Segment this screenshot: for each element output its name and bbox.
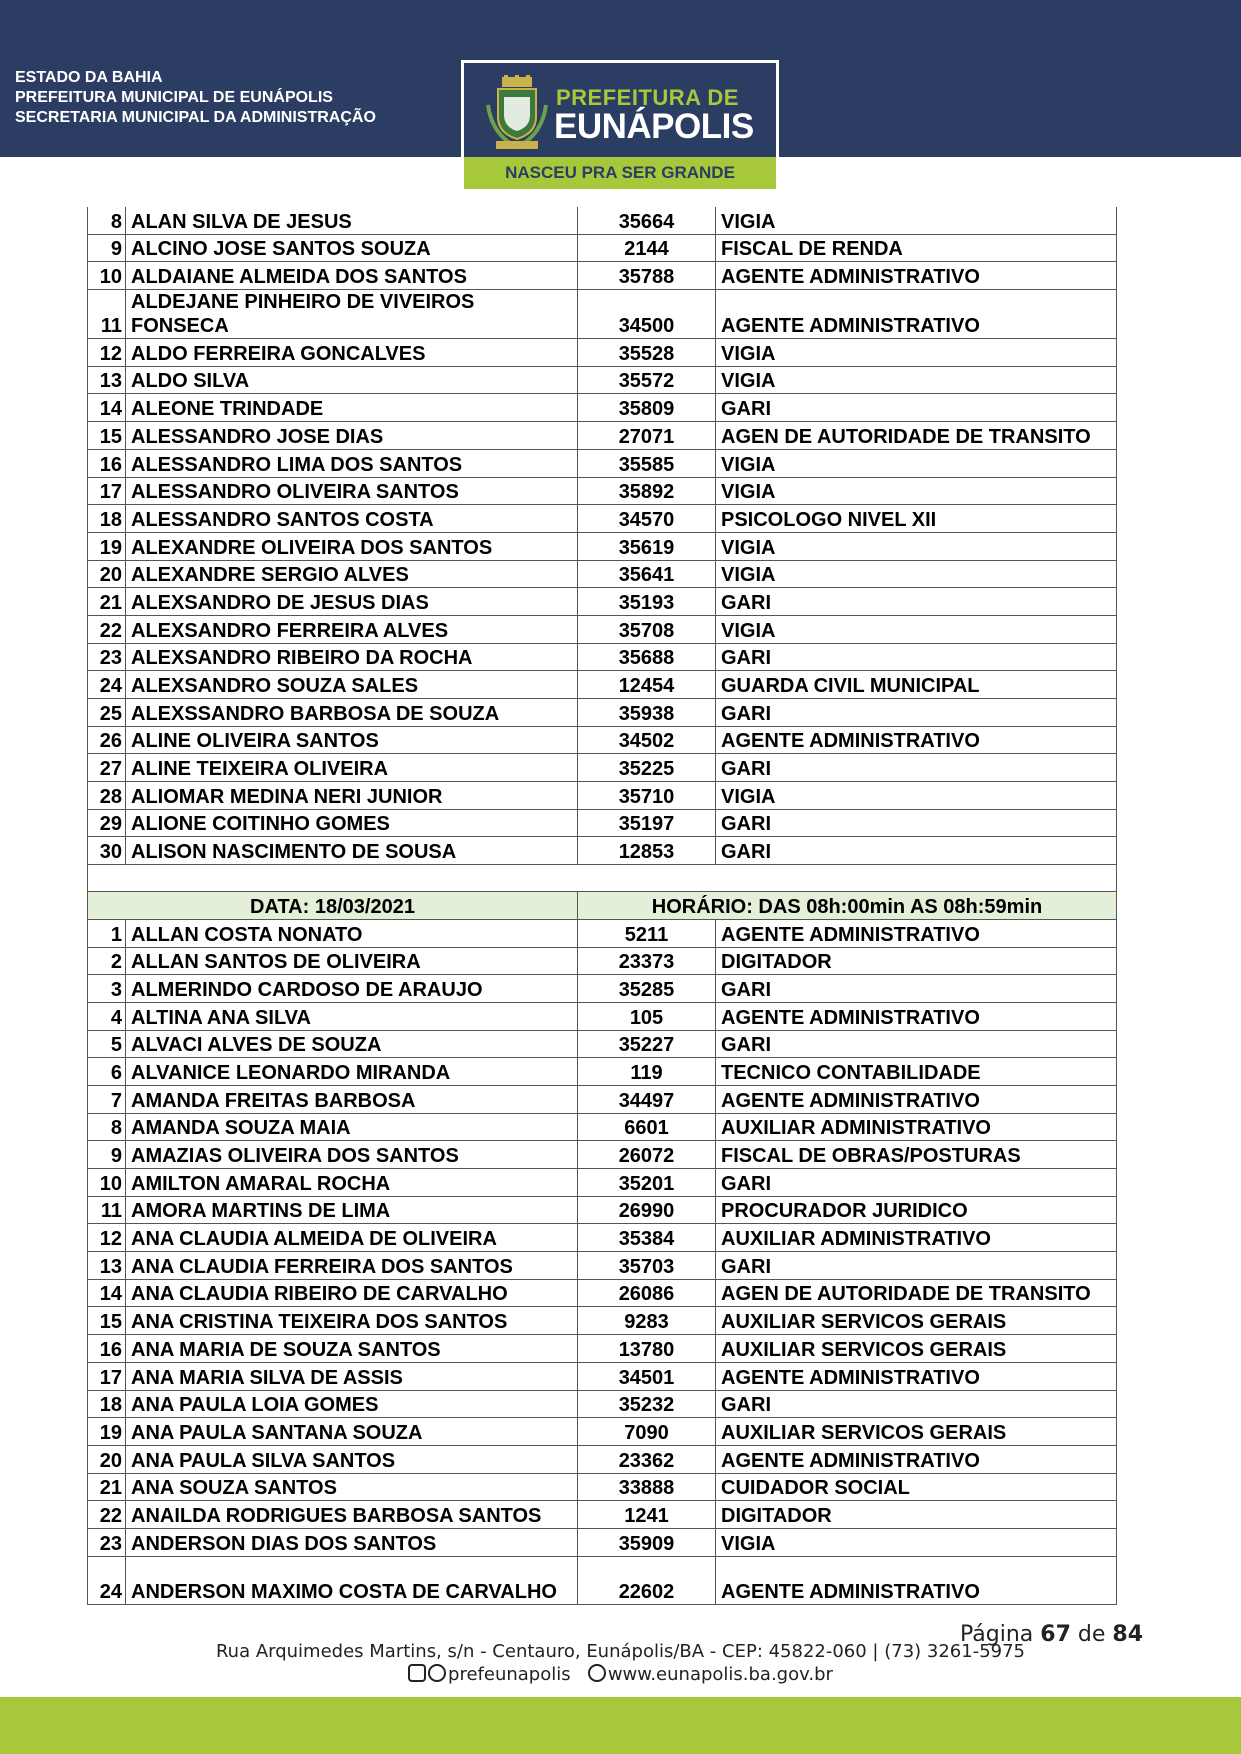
registration-number: 2144: [578, 234, 716, 262]
row-number: 4: [88, 1002, 126, 1030]
job-title: GARI: [716, 699, 1117, 727]
registration-number: 35227: [578, 1030, 716, 1058]
table-row: [88, 1362, 1117, 1390]
table-row: [88, 1418, 1117, 1446]
job-title: DIGITADOR: [716, 1501, 1117, 1529]
registration-number: 35572: [578, 366, 716, 394]
registration-number: 35892: [578, 477, 716, 505]
employee-name: ALEXSSANDRO BARBOSA DE SOUZA: [126, 699, 578, 727]
job-title: AGENTE ADMINISTRATIVO: [716, 1362, 1117, 1390]
row-number: 12: [88, 339, 126, 367]
job-title: GARI: [716, 394, 1117, 422]
employee-name: AMANDA SOUZA MAIA: [126, 1113, 578, 1141]
header-text: [15, 68, 376, 128]
row-number: 14: [88, 1279, 126, 1307]
registration-number: 34500: [578, 290, 716, 339]
job-title: AGENTE ADMINISTRATIVO: [716, 1085, 1117, 1113]
table-row: [88, 1473, 1117, 1501]
table-row: [88, 560, 1117, 588]
header-prefecture: PREFEITURA MUNICIPAL DE EUNÁPOLIS: [15, 89, 333, 106]
registration-number: 13780: [578, 1335, 716, 1363]
row-number: 13: [88, 366, 126, 394]
row-number: 27: [88, 754, 126, 782]
table-row: [88, 234, 1117, 262]
table-row: [88, 1058, 1117, 1086]
employee-name: ALESSANDRO OLIVEIRA SANTOS: [126, 477, 578, 505]
job-title: AGENTE ADMINISTRATIVO: [716, 726, 1117, 754]
row-number: 10: [88, 262, 126, 290]
employee-name: ANA MARIA DE SOUZA SANTOS: [126, 1335, 578, 1363]
registration-number: 12454: [578, 671, 716, 699]
job-title: AGEN DE AUTORIDADE DE TRANSITO: [716, 1279, 1117, 1307]
table-row: [88, 671, 1117, 699]
globe-icon: [588, 1664, 606, 1682]
registration-number: 35938: [578, 699, 716, 727]
employee-name: ALESSANDRO JOSE DIAS: [126, 422, 578, 450]
job-title: AUXILIAR SERVICOS GERAIS: [716, 1335, 1117, 1363]
job-title: AUXILIAR SERVICOS GERAIS: [716, 1307, 1117, 1335]
employee-name: ANA CRISTINA TEIXEIRA DOS SANTOS: [126, 1307, 578, 1335]
registration-number: 35909: [578, 1528, 716, 1556]
registration-number: 1241: [578, 1501, 716, 1529]
row-number: 22: [88, 615, 126, 643]
job-title: GARI: [716, 643, 1117, 671]
job-title: AGENTE ADMINISTRATIVO: [716, 919, 1117, 947]
registration-number: 35201: [578, 1169, 716, 1197]
employee-name: ALDO FERREIRA GONCALVES: [126, 339, 578, 367]
registration-number: 26072: [578, 1141, 716, 1169]
page-current: 67: [1040, 1622, 1071, 1647]
registration-number: 23362: [578, 1445, 716, 1473]
registration-number: 6601: [578, 1113, 716, 1141]
registration-number: 105: [578, 1002, 716, 1030]
job-title: AGENTE ADMINISTRATIVO: [716, 1556, 1117, 1604]
row-number: 15: [88, 1307, 126, 1335]
employee-name: ALEXSANDRO SOUZA SALES: [126, 671, 578, 699]
employee-name: ANA CLAUDIA RIBEIRO DE CARVALHO: [126, 1279, 578, 1307]
job-title: VIGIA: [716, 366, 1117, 394]
table-row: [88, 1252, 1117, 1280]
job-title: VIGIA: [716, 1528, 1117, 1556]
employee-name: ALEONE TRINDADE: [126, 394, 578, 422]
employee-name: ALINE TEIXEIRA OLIVEIRA: [126, 754, 578, 782]
table-row: [88, 532, 1117, 560]
employee-name: ALIONE COITINHO GOMES: [126, 809, 578, 837]
website-link[interactable]: www.eunapolis.ba.gov.br: [607, 1664, 833, 1685]
roster-table: [87, 207, 1117, 1605]
job-title: GUARDA CIVIL MUNICIPAL: [716, 671, 1117, 699]
table-row: [88, 1528, 1117, 1556]
row-number: 6: [88, 1058, 126, 1086]
registration-number: 35585: [578, 449, 716, 477]
job-title: AGENTE ADMINISTRATIVO: [716, 1445, 1117, 1473]
table-row: [88, 809, 1117, 837]
registration-number: 34570: [578, 505, 716, 533]
row-number: 20: [88, 560, 126, 588]
instagram-icon: [408, 1664, 426, 1682]
employee-name: ALDEJANE PINHEIRO DE VIVEIROS FONSECA: [126, 290, 578, 339]
job-title: AGEN DE AUTORIDADE DE TRANSITO: [716, 422, 1117, 450]
job-title: DIGITADOR: [716, 947, 1117, 975]
table-row: [88, 1307, 1117, 1335]
registration-number: 35788: [578, 262, 716, 290]
job-title: GARI: [716, 588, 1117, 616]
row-number: 15: [88, 422, 126, 450]
table-row: [88, 1224, 1117, 1252]
row-number: 24: [88, 671, 126, 699]
job-title: GARI: [716, 1390, 1117, 1418]
row-number: 21: [88, 588, 126, 616]
registration-number: 119: [578, 1058, 716, 1086]
table-row: [88, 615, 1117, 643]
table-row: [88, 1002, 1117, 1030]
table-row: [88, 394, 1117, 422]
row-number: 3: [88, 975, 126, 1003]
row-number: 24: [88, 1556, 126, 1604]
employee-name: ALIOMAR MEDINA NERI JUNIOR: [126, 782, 578, 810]
job-title: CUIDADOR SOCIAL: [716, 1473, 1117, 1501]
table-row: [88, 1030, 1117, 1058]
row-number: 14: [88, 394, 126, 422]
registration-number: 23373: [578, 947, 716, 975]
job-title: PROCURADOR JURIDICO: [716, 1196, 1117, 1224]
table-row: [88, 505, 1117, 533]
job-title: VIGIA: [716, 449, 1117, 477]
footer-social: [0, 1664, 1241, 1685]
table-row: [88, 726, 1117, 754]
employee-name: ALEXSANDRO RIBEIRO DA ROCHA: [126, 643, 578, 671]
employee-name: ALEXSANDRO FERREIRA ALVES: [126, 615, 578, 643]
registration-number: 34501: [578, 1362, 716, 1390]
row-number: 18: [88, 505, 126, 533]
table-row: [88, 290, 1117, 339]
row-number: 21: [88, 1473, 126, 1501]
job-title: VIGIA: [716, 615, 1117, 643]
registration-number: 35688: [578, 643, 716, 671]
employee-name: ALCINO JOSE SANTOS SOUZA: [126, 234, 578, 262]
row-number: 16: [88, 1335, 126, 1363]
registration-number: 7090: [578, 1418, 716, 1446]
job-title: AUXILIAR ADMINISTRATIVO: [716, 1224, 1117, 1252]
registration-number: 35197: [578, 809, 716, 837]
registration-number: 33888: [578, 1473, 716, 1501]
table-row: [88, 837, 1117, 865]
row-number: 26: [88, 726, 126, 754]
registration-number: 34497: [578, 1085, 716, 1113]
registration-number: 27071: [578, 422, 716, 450]
registration-number: 35384: [578, 1224, 716, 1252]
table-row: [88, 1279, 1117, 1307]
logo-tagline: NASCEU PRA SER GRANDE: [464, 157, 776, 189]
employee-name: ALDAIANE ALMEIDA DOS SANTOS: [126, 262, 578, 290]
registration-number: 35225: [578, 754, 716, 782]
row-number: 8: [88, 207, 126, 234]
job-title: GARI: [716, 975, 1117, 1003]
row-number: 11: [88, 1196, 126, 1224]
employee-name: ANDERSON MAXIMO COSTA DE CARVALHO: [126, 1556, 578, 1604]
logo-text-city: EUNÁPOLIS: [554, 107, 754, 146]
row-number: 9: [88, 234, 126, 262]
employee-name: ANA PAULA LOIA GOMES: [126, 1390, 578, 1418]
employee-name: ANA MARIA SILVA DE ASSIS: [126, 1362, 578, 1390]
table-row: [88, 1445, 1117, 1473]
job-title: VIGIA: [716, 782, 1117, 810]
employee-name: ALTINA ANA SILVA: [126, 1002, 578, 1030]
registration-number: 35641: [578, 560, 716, 588]
roster-block-1: [88, 207, 1117, 865]
employee-name: ANA SOUZA SANTOS: [126, 1473, 578, 1501]
employee-name: ALLAN COSTA NONATO: [126, 919, 578, 947]
table-row: [88, 477, 1117, 505]
footer-address: Rua Arquimedes Martins, s/n - Centauro, Eunápolis/BA - CEP: 45822-060 | (73) 3261-5975: [215, 1641, 1026, 1662]
page-total: 84: [1112, 1622, 1144, 1647]
job-title: PSICOLOGO NIVEL XII: [716, 505, 1117, 533]
row-number: 16: [88, 449, 126, 477]
row-number: 30: [88, 837, 126, 865]
table-row: [88, 262, 1117, 290]
registration-number: 35619: [578, 532, 716, 560]
row-number: 10: [88, 1169, 126, 1197]
registration-number: 35528: [578, 339, 716, 367]
employee-name: ALEXSANDRO DE JESUS DIAS: [126, 588, 578, 616]
table-row: [88, 1169, 1117, 1197]
row-number: 23: [88, 1528, 126, 1556]
employee-name: ALEXANDRE OLIVEIRA DOS SANTOS: [126, 532, 578, 560]
row-number: 13: [88, 1252, 126, 1280]
row-number: 5: [88, 1030, 126, 1058]
table-row: [88, 1196, 1117, 1224]
row-number: 7: [88, 1085, 126, 1113]
registration-number: 35232: [578, 1390, 716, 1418]
table-row: [88, 947, 1117, 975]
employee-name: AMILTON AMARAL ROCHA: [126, 1169, 578, 1197]
employee-name: ALAN SILVA DE JESUS: [126, 207, 578, 234]
table-row: [88, 1113, 1117, 1141]
employee-name: AMAZIAS OLIVEIRA DOS SANTOS: [126, 1141, 578, 1169]
row-number: 25: [88, 699, 126, 727]
registration-number: 34502: [578, 726, 716, 754]
row-number: 22: [88, 1501, 126, 1529]
job-title: GARI: [716, 754, 1117, 782]
job-title: AGENTE ADMINISTRATIVO: [716, 1002, 1117, 1030]
prefecture-logo: [461, 60, 779, 192]
row-number: 2: [88, 947, 126, 975]
registration-number: 26990: [578, 1196, 716, 1224]
job-title: TECNICO CONTABILIDADE: [716, 1058, 1117, 1086]
table-row: [88, 643, 1117, 671]
job-title: VIGIA: [716, 207, 1117, 234]
job-title: AUXILIAR SERVICOS GERAIS: [716, 1418, 1117, 1446]
row-number: 11: [88, 290, 126, 339]
page-word: Página: [960, 1622, 1034, 1647]
job-title: GARI: [716, 809, 1117, 837]
employee-name: ALESSANDRO SANTOS COSTA: [126, 505, 578, 533]
employee-name: ALINE OLIVEIRA SANTOS: [126, 726, 578, 754]
employee-name: ANA PAULA SANTANA SOUZA: [126, 1418, 578, 1446]
row-number: 17: [88, 1362, 126, 1390]
table-row: [88, 422, 1117, 450]
employee-name: ANA PAULA SILVA SANTOS: [126, 1445, 578, 1473]
job-title: FISCAL DE OBRAS/POSTURAS: [716, 1141, 1117, 1169]
table-row: [88, 339, 1117, 367]
row-number: 12: [88, 1224, 126, 1252]
registration-number: 12853: [578, 837, 716, 865]
table-row: [88, 919, 1117, 947]
table-row: [88, 1390, 1117, 1418]
logo-text-top: PREFEITURA DE: [556, 85, 739, 110]
table-row: [88, 975, 1117, 1003]
table-row: [88, 207, 1117, 234]
table-row: [88, 1556, 1117, 1604]
row-number: 1: [88, 919, 126, 947]
registration-number: 35708: [578, 615, 716, 643]
header-state: ESTADO DA BAHIA: [15, 69, 163, 86]
employee-name: AMANDA FREITAS BARBOSA: [126, 1085, 578, 1113]
employee-name: AMORA MARTINS DE LIMA: [126, 1196, 578, 1224]
facebook-icon: [428, 1664, 446, 1682]
roster-block-2: [88, 919, 1117, 1604]
job-title: FISCAL DE RENDA: [716, 234, 1117, 262]
job-title: GARI: [716, 1169, 1117, 1197]
table-row: [88, 782, 1117, 810]
table-row: [88, 1085, 1117, 1113]
table-row: [88, 754, 1117, 782]
section-time: HORÁRIO: DAS 08h:00min AS 08h:59min: [578, 892, 1117, 920]
footer-bar: [0, 1697, 1241, 1754]
employee-name: ANA CLAUDIA FERREIRA DOS SANTOS: [126, 1252, 578, 1280]
table-row: [88, 699, 1117, 727]
job-title: AUXILIAR ADMINISTRATIVO: [716, 1113, 1117, 1141]
registration-number: 35664: [578, 207, 716, 234]
table-row: [88, 366, 1117, 394]
employee-name: ALDO SILVA: [126, 366, 578, 394]
table-row: [88, 1501, 1117, 1529]
employee-name: ALISON NASCIMENTO DE SOUSA: [126, 837, 578, 865]
section-header-row: [88, 892, 1117, 920]
section-separator: [88, 865, 1117, 920]
registration-number: 22602: [578, 1556, 716, 1604]
registration-number: 26086: [578, 1279, 716, 1307]
row-number: 29: [88, 809, 126, 837]
table-row: [88, 588, 1117, 616]
job-title: AGENTE ADMINISTRATIVO: [716, 262, 1117, 290]
row-number: 18: [88, 1390, 126, 1418]
employee-name: ALMERINDO CARDOSO DE ARAUJO: [126, 975, 578, 1003]
job-title: AGENTE ADMINISTRATIVO: [716, 290, 1117, 339]
row-number: 8: [88, 1113, 126, 1141]
row-number: 17: [88, 477, 126, 505]
table-row: [88, 449, 1117, 477]
job-title: GARI: [716, 837, 1117, 865]
row-number: 23: [88, 643, 126, 671]
employee-name: ALVACI ALVES DE SOUZA: [126, 1030, 578, 1058]
job-title: VIGIA: [716, 560, 1117, 588]
registration-number: 35703: [578, 1252, 716, 1280]
job-title: GARI: [716, 1252, 1117, 1280]
registration-number: 35285: [578, 975, 716, 1003]
row-number: 19: [88, 1418, 126, 1446]
header-secretariat: SECRETARIA MUNICIPAL DA ADMINISTRAÇÃO: [15, 109, 376, 126]
job-title: VIGIA: [716, 532, 1117, 560]
row-number: 28: [88, 782, 126, 810]
employee-name: ALVANICE LEONARDO MIRANDA: [126, 1058, 578, 1086]
job-title: GARI: [716, 1030, 1117, 1058]
job-title: VIGIA: [716, 339, 1117, 367]
employee-name: ALEXANDRE SERGIO ALVES: [126, 560, 578, 588]
registration-number: 35710: [578, 782, 716, 810]
blank-row: [88, 865, 1117, 892]
row-number: 19: [88, 532, 126, 560]
employee-name: ANDERSON DIAS DOS SANTOS: [126, 1528, 578, 1556]
registration-number: 9283: [578, 1307, 716, 1335]
page-of: de: [1077, 1622, 1106, 1647]
crest-icon: [486, 75, 548, 153]
employee-name: ANAILDA RODRIGUES BARBOSA SANTOS: [126, 1501, 578, 1529]
registration-number: 5211: [578, 919, 716, 947]
row-number: 20: [88, 1445, 126, 1473]
table-row: [88, 1141, 1117, 1169]
job-title: VIGIA: [716, 477, 1117, 505]
registration-number: 35809: [578, 394, 716, 422]
section-date: DATA: 18/03/2021: [88, 892, 578, 920]
employee-name: ALLAN SANTOS DE OLIVEIRA: [126, 947, 578, 975]
employee-name: ALESSANDRO LIMA DOS SANTOS: [126, 449, 578, 477]
table-row: [88, 1335, 1117, 1363]
employee-name: ANA CLAUDIA ALMEIDA DE OLIVEIRA: [126, 1224, 578, 1252]
row-number: 9: [88, 1141, 126, 1169]
social-handle: prefeunapolis: [448, 1664, 571, 1685]
registration-number: 35193: [578, 588, 716, 616]
